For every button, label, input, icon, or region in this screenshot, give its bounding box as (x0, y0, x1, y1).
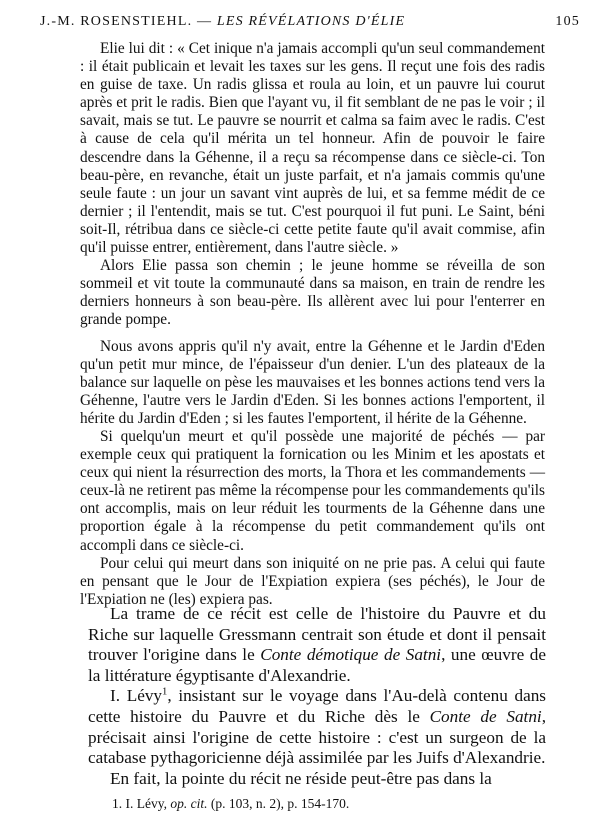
header-author: J.-M. ROSENSTIEHL. — (40, 14, 217, 29)
main-text (88, 604, 546, 789)
body-text: I. Lévy (110, 686, 163, 706)
footnote-rest: (p. 103, n. 2), p. 154-170. (207, 796, 350, 811)
body-text: , précisait ainsi l'origine de cette histoire : c'est un surgeon de la catabase pythagoricienne déjà assimilée par les Juifs d'Alexandrie. (88, 706, 546, 768)
quote-paragraph: Si quelqu'un meurt et qu'il possède une majorité de péchés — par exemple ceux qui pratiquent la fornication ou les Minim et les apostats et ceux qui nient la résurrection des morts, la Thora et les commandements — ceux-là ne retirent pas même la récompense pour les commandements qu'ils ont accomplis, mais on leur réduit les tourments de la Géhenne dans une proportion égale à la récompense du petit commandement qu'ils ont accompli dans ce siècle-ci. (80, 427, 545, 554)
body-paragraph (88, 604, 546, 686)
running-title (40, 14, 405, 30)
work-title: Conte démotique de Satni (260, 645, 442, 665)
footnote (112, 796, 552, 812)
quote-paragraph: Pour celui qui meurt dans son iniquité on ne prie pas. A celui qui faute en pensant que le Jour de l'Expiation expiera (ses péchés), le Jour de l'Expiation ne (les) expiera pas. (80, 554, 545, 608)
quote-paragraph: Elie lui dit : « Cet inique n'a jamais accompli qu'un seul commandement : il était publicain et levait les taxes sur les gens. Il reçut une fois des radis en guise de taxe. Un radis glissa et roula au loin, et un pauvre lui courut après et prit le radis. Bien que l'ayant vu, il fit semblant de ne pas le voir ; il savait, mais se tut. Le pauvre se nourrit et calma sa faim avec le radis. C'est à cause de cela qu'il mérita un tel honneur. Afin de pouvoir le faire descendre dans la Géhenne, il a reçu sa récompense dans ce siècle-ci. Ton beau-père, en revanche, était un juste parfait, et n'a jamais commis qu'une seule faute : un jour un savant vint auprès de lui, et sa femme médit de ce dernier ; il l'entendit, mais se tut. C'est pourquoi il fut puni. Le Saint, béni soit-Il, rétribua dans ce siècle-ci cette petite faute qu'il avait commise, afin qu'il puisse entrer, entièrement, dans l'autre siècle. » (80, 40, 545, 257)
body-text: , une œuvre de la littérature égyptisante d'Alexandrie. (88, 645, 546, 685)
footnote-ref: op. cit. (170, 796, 208, 811)
footnote-marker: 1 (162, 686, 168, 698)
body-text: La trame de ce récit est celle de l'histoire du Pauvre et du Riche sur laquelle Gressmann centrait son étude et dont il pensait trouver l'origine dans le (88, 604, 546, 665)
footnote-number: 1. (112, 796, 126, 811)
body-paragraph (88, 686, 546, 768)
quoted-passage (80, 40, 545, 609)
running-header (40, 14, 580, 34)
body-text: , insistant sur le voyage dans l'Au-delà contenu dans cette histoire du Pauvre et du Riche dès le (88, 686, 546, 726)
page-number: 105 (555, 14, 580, 29)
footnote-author: I. Lévy, (125, 796, 171, 811)
work-title: Conte de Satni (429, 706, 542, 726)
body-paragraph: En fait, la pointe du récit ne réside peut-être pas dans la (110, 768, 492, 788)
quote-paragraph: Nous avons appris qu'il n'y avait, entre la Géhenne et le Jardin d'Eden qu'un petit mur mince, de l'épaisseur d'un denier. L'un des plateaux de la balance sur laquelle on pèse les mauvaises et les bonnes actions tend vers la Géhenne, l'autre vers le Jardin d'Eden. Si les bonnes actions l'emportent, il hérite du Jardin d'Eden ; si les fautes l'emportent, il hérite de la Géhenne. (80, 337, 545, 427)
header-article-title: LES RÉVÉLATIONS D'ÉLIE (216, 14, 406, 29)
quote-paragraph: Alors Elie passa son chemin ; le jeune homme se réveilla de son sommeil et vit toute la communauté dans sa maison, en train de rendre les derniers honneurs à son beau-père. Ils allèrent avec lui pour l'enterrer en grande pompe. (80, 257, 545, 329)
